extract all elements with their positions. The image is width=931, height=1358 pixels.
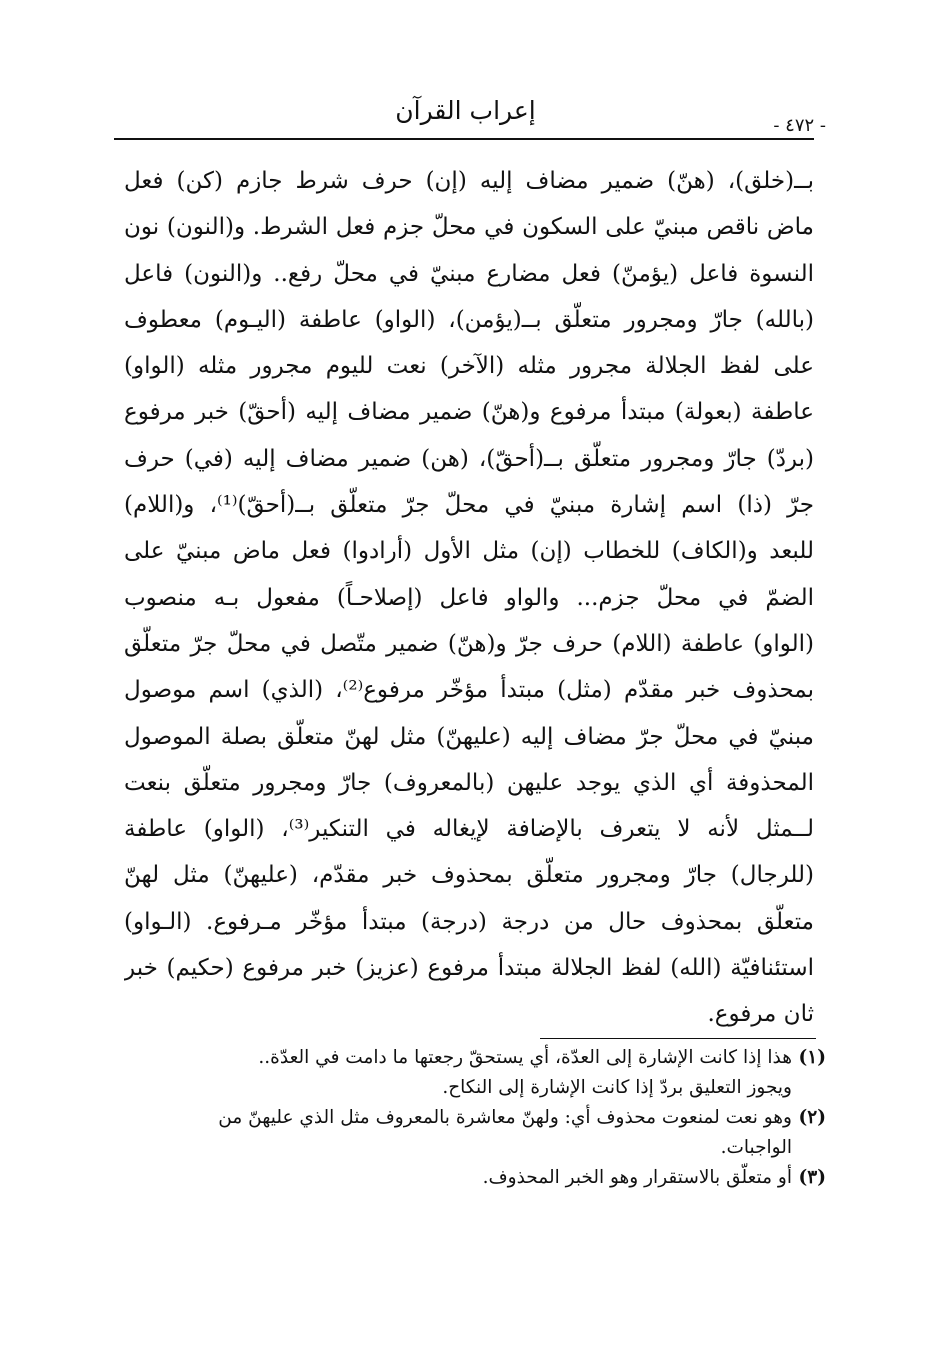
footnote-1 — [120, 1043, 826, 1103]
text-line: متعلّق بمحذوف حال من درجة (درجة) مبتدأ مؤخّر مـرفوع. (الـواو) — [124, 908, 814, 935]
footnote-line: أو متعلّق بالاستقرار وهو الخبر المحذوف. — [482, 1167, 792, 1188]
text-line: عاطفة (بعولة) مبتدأ مرفوع و(هنّ) ضمير مضاف إليه (أحقّ) خبر مرفوع — [124, 399, 814, 426]
footnote-2 — [120, 1103, 826, 1163]
text-line: على لفظ الجلالة مجرور مثله (الآخر) نعت لليوم مجرور مثله (الواو) — [124, 353, 814, 380]
text-line: (للرجال) جارّ ومجرور متعلّق بمحذوف خبر مقدّم، (عليهنّ) مثل لهنّ — [124, 862, 814, 889]
page-title: إعراب القرآن — [395, 96, 536, 125]
text-line: (الواو) عاطفة (اللام) حرف جرّ و(هنّ) ضمير متّصل في محلّ جرّ متعلّق — [124, 630, 814, 657]
text-line: لــمثل لأنه لا يتعرف بالإضافة لإيغاله في التنكير⁽³⁾، (الواو) عاطفة — [124, 816, 814, 843]
footnote-3 — [120, 1163, 826, 1193]
text-line: ثان مرفوع. — [707, 1001, 814, 1028]
text-line: بمحذوف خبر مقدّم (مثل) مبتدأ مؤخّر مرفوع⁽²⁾، (الذي) اسم موصول — [124, 677, 814, 704]
footnote-line: هذا إذا كانت الإشارة إلى العدّة، أي يستحقّ رجعتها ما دامت في العدّة.. — [258, 1047, 792, 1068]
footnote-number: (١) — [798, 1047, 826, 1068]
footnote-line: ويجوز التعليق بردّ إذا كانت الإشارة إلى النكاح. — [442, 1077, 792, 1098]
main-text — [124, 158, 814, 1038]
text-line: للبعد و(الكاف) للخطاب (إن) مثل الأول (أرادوا) فعل ماض مبنيّ على — [124, 538, 814, 565]
footnote-divider — [540, 1038, 816, 1039]
text-line: مبنيّ في محلّ جرّ مضاف إليه (عليهنّ) مثل لهنّ متعلّق بصلة الموصول — [124, 723, 814, 750]
footnote-number: (٢) — [798, 1107, 826, 1128]
text-line: بــ(خلق)، (هنّ) ضمير مضاف إليه (إن) حرف شرط جازم (كن) فعل — [124, 168, 814, 194]
page-number: - ٤٧٢ - — [773, 115, 826, 136]
text-line: المحذوفة أي الذي يوجد عليهن (بالمعروف) جارّ ومجرور متعلّق بنعت — [124, 769, 814, 796]
footnote-line: وهو نعت لمنعوت محذوف أي: ولهنّ معاشرة بالمعروف مثل الذي عليهنّ من — [218, 1107, 792, 1128]
text-line: الضمّ في محلّ جزم... والواو فاعل (إصلاحـاً) مفعول بـه منصوب — [124, 584, 814, 611]
text-line: النسوة فاعل (يؤمنّ) فعل مضارع مبنيّ في محلّ رفع.. و(النون) فاعل — [124, 260, 814, 287]
header-divider — [114, 138, 814, 140]
footnotes — [120, 1043, 826, 1193]
text-line: جرّ (ذا) اسم إشارة مبنيّ في محلّ جرّ متعلّق بــ(أحقّ)⁽¹⁾، و(اللام) — [124, 492, 814, 519]
text-line: ماض ناقص مبنيّ على السكون في محلّ جزم فعل الشرط. و(النون) نون — [124, 214, 814, 241]
footnote-line: الواجبات. — [720, 1137, 792, 1158]
footnote-number: (٣) — [798, 1167, 826, 1188]
text-line: (بالله) جارّ ومجرور متعلّق بــ(يؤمن)، (الواو) عاطفة (اليـوم) معطوف — [124, 306, 814, 333]
text-line: استئنافيّة (الله) لفظ الجلالة مبتدأ مرفوع (عزيز) خبر مرفوع (حكيم) خبر — [124, 955, 814, 982]
text-line: (بردّ) جارّ ومجرور متعلّق بــ(أحقّ)، (هن) ضمير مضاف إليه (في) حرف — [124, 445, 814, 472]
